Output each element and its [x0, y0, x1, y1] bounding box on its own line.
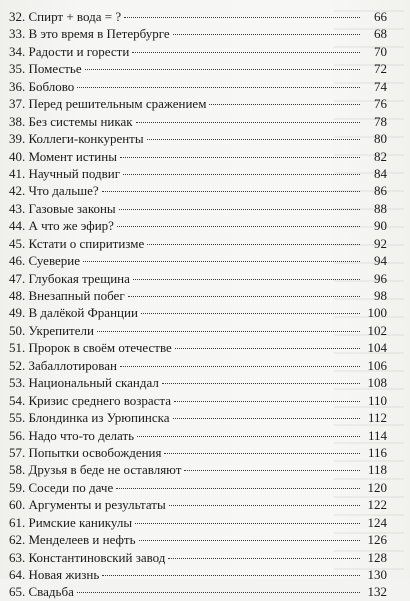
- toc-entry-page-number: 76: [374, 96, 387, 112]
- dot-leader: [169, 505, 360, 506]
- toc-entry-title: 38. Без системы никак: [9, 113, 133, 129]
- dot-leader: [102, 575, 360, 576]
- toc-entry-title: 37. Перед решительным сражением: [9, 96, 207, 112]
- toc-entry-title: 36. Боблово: [9, 78, 75, 94]
- toc-entry-page-number: 118: [367, 462, 387, 478]
- dot-leader: [133, 279, 360, 280]
- toc-entry-title: 44. А что же эфир?: [9, 218, 114, 234]
- toc-entry: [9, 148, 387, 165]
- toc-entry-title: 50. Укрепители: [9, 322, 94, 338]
- dot-leader: [162, 383, 360, 384]
- toc-entry-title: 57. Попытки освобождения: [9, 444, 162, 460]
- toc-entry-title: 45. Кстати о спиритизме: [9, 235, 145, 251]
- dot-leader: [174, 401, 360, 402]
- toc-entry-title: 41. Научный подвиг: [9, 165, 121, 181]
- toc-entry-page-number: 128: [367, 549, 387, 565]
- toc-entry: [9, 252, 387, 269]
- toc-entry-title: 64. Новая жизнь: [9, 567, 100, 582]
- dot-leader: [77, 592, 360, 593]
- toc-entry-title: 48. Внезапный побег: [9, 288, 125, 303]
- toc-entry-page-number: 90: [374, 218, 387, 234]
- toc-entry: [9, 409, 387, 426]
- dot-leader: [123, 174, 360, 175]
- toc-entry-title: 54. Кризис среднего возраста: [9, 392, 172, 408]
- toc-entry: [9, 444, 387, 461]
- dot-leader: [209, 104, 360, 105]
- toc-entry: [9, 549, 387, 566]
- toc-entry-page-number: 122: [367, 497, 387, 513]
- toc-entry-page-number: 126: [367, 532, 387, 548]
- dot-leader: [147, 139, 360, 140]
- toc-entry-page-number: 132: [367, 584, 387, 600]
- toc-entry-title: 34. Радости и горести: [9, 43, 130, 59]
- toc-entry-page-number: 78: [374, 113, 387, 129]
- toc-entry-page-number: 68: [374, 26, 387, 42]
- table-of-contents: [9, 8, 387, 601]
- toc-entry-title: 56. Надо что-то делать: [9, 427, 135, 443]
- toc-entry-page-number: 92: [374, 235, 387, 251]
- dot-leader: [139, 540, 360, 541]
- toc-entry: [9, 43, 387, 60]
- dot-leader: [132, 52, 360, 53]
- dot-leader: [102, 191, 360, 192]
- toc-entry-page-number: 88: [374, 200, 387, 216]
- toc-entry-page-number: 108: [367, 375, 387, 391]
- toc-entry: [9, 25, 387, 42]
- toc-entry: [9, 60, 387, 77]
- toc-entry-title: 39. Коллеги-конкуренты: [9, 131, 144, 147]
- toc-entry: [9, 339, 387, 356]
- dot-leader: [135, 523, 360, 524]
- toc-entry: [9, 78, 387, 95]
- toc-entry-title: 46. Суеверие: [9, 253, 81, 269]
- toc-entry: [9, 270, 387, 287]
- toc-entry-page-number: 94: [374, 253, 387, 269]
- toc-entry-title: 60. Аргументы и результаты: [9, 497, 166, 513]
- dot-leader: [173, 418, 360, 419]
- toc-entry: [9, 217, 387, 234]
- dot-leader: [83, 261, 360, 262]
- toc-entry-page-number: 98: [374, 288, 387, 303]
- toc-entry: [9, 514, 387, 531]
- toc-entry: [9, 496, 387, 513]
- toc-entry-title: 49. В далёкой Франции: [9, 305, 138, 321]
- dot-leader: [137, 436, 360, 437]
- toc-entry-page-number: 66: [374, 9, 387, 24]
- toc-entry-title: 65. Свадьба: [9, 584, 74, 600]
- toc-entry-page-number: 106: [367, 357, 387, 373]
- dot-leader: [120, 366, 360, 367]
- dot-leader: [168, 558, 360, 559]
- dot-leader: [117, 226, 360, 227]
- toc-entry-title: 32. Спирт + вода = ?: [9, 9, 122, 24]
- toc-entry: [9, 182, 387, 199]
- dot-leader: [124, 17, 360, 18]
- dot-leader: [147, 244, 360, 245]
- toc-entry-title: 40. Момент истины: [9, 148, 117, 164]
- toc-entry-page-number: 116: [367, 444, 387, 460]
- toc-entry-title: 33. В это время в Петербурге: [9, 26, 170, 42]
- toc-entry: [9, 479, 387, 496]
- dot-leader: [164, 453, 360, 454]
- toc-entry-title: 63. Константиновский завод: [9, 549, 166, 565]
- toc-entry-page-number: 102: [367, 322, 387, 338]
- toc-entry-page-number: 100: [367, 305, 387, 321]
- toc-entry-page-number: 130: [367, 567, 387, 582]
- dot-leader: [116, 488, 360, 489]
- toc-entry: [9, 165, 387, 182]
- dot-leader: [173, 34, 360, 35]
- toc-entry: [9, 304, 387, 321]
- toc-entry-page-number: 80: [374, 131, 387, 147]
- toc-entry-title: 53. Национальный скандал: [9, 375, 159, 391]
- toc-entry: [9, 566, 387, 583]
- toc-entry: [9, 461, 387, 478]
- toc-entry: [9, 287, 387, 304]
- toc-entry-title: 47. Глубокая трещина: [9, 270, 130, 286]
- toc-entry-page-number: 86: [374, 183, 387, 199]
- dot-leader: [136, 122, 360, 123]
- dot-leader: [128, 296, 360, 297]
- toc-entry-page-number: 70: [374, 43, 387, 59]
- toc-entry-title: 58. Друзья в беде не оставляют: [9, 462, 182, 478]
- toc-entry-title: 55. Блондинка из Урюпинска: [9, 410, 170, 426]
- toc-entry-page-number: 104: [367, 340, 387, 356]
- toc-entry: [9, 357, 387, 374]
- toc-entry-title: 52. Забаллотирован: [9, 357, 117, 373]
- toc-entry: [9, 113, 387, 130]
- toc-entry: [9, 392, 387, 409]
- toc-entry-title: 59. Соседи по даче: [9, 479, 114, 495]
- toc-entry: [9, 583, 387, 600]
- toc-entry: [9, 130, 387, 147]
- dot-leader: [175, 348, 360, 349]
- toc-entry-title: 43. Газовые законы: [9, 200, 116, 216]
- dot-leader: [77, 87, 360, 88]
- toc-entry-title: 51. Пророк в своём отечестве: [9, 340, 172, 356]
- toc-entry-title: 42. Что дальше?: [9, 183, 99, 199]
- toc-entry-page-number: 96: [374, 270, 387, 286]
- dot-leader: [85, 69, 360, 70]
- toc-entry-page-number: 74: [374, 78, 387, 94]
- toc-entry: [9, 322, 387, 339]
- dot-leader: [184, 470, 360, 471]
- toc-entry-page-number: 112: [367, 410, 387, 426]
- toc-entry: [9, 200, 387, 217]
- toc-entry-page-number: 84: [374, 165, 387, 181]
- dot-leader: [119, 209, 360, 210]
- toc-entry: [9, 235, 387, 252]
- toc-entry: [9, 374, 387, 391]
- toc-entry-page-number: 110: [367, 392, 387, 408]
- toc-entry-page-number: 124: [367, 514, 387, 530]
- dot-leader: [120, 157, 360, 158]
- toc-entry: [9, 427, 387, 444]
- toc-entry: [9, 531, 387, 548]
- toc-entry-page-number: 82: [374, 148, 387, 164]
- toc-entry-title: 35. Поместье: [9, 61, 82, 77]
- dot-leader: [141, 313, 360, 314]
- toc-entry-title: 62. Менделеев и нефть: [9, 532, 136, 548]
- toc-entry-page-number: 72: [374, 61, 387, 77]
- toc-entry: [9, 8, 387, 25]
- toc-entry-page-number: 120: [367, 479, 387, 495]
- dot-leader: [97, 331, 360, 332]
- toc-entry: [9, 95, 387, 112]
- toc-entry-title: 61. Римские каникулы: [9, 514, 133, 530]
- toc-entry-page-number: 114: [367, 427, 387, 443]
